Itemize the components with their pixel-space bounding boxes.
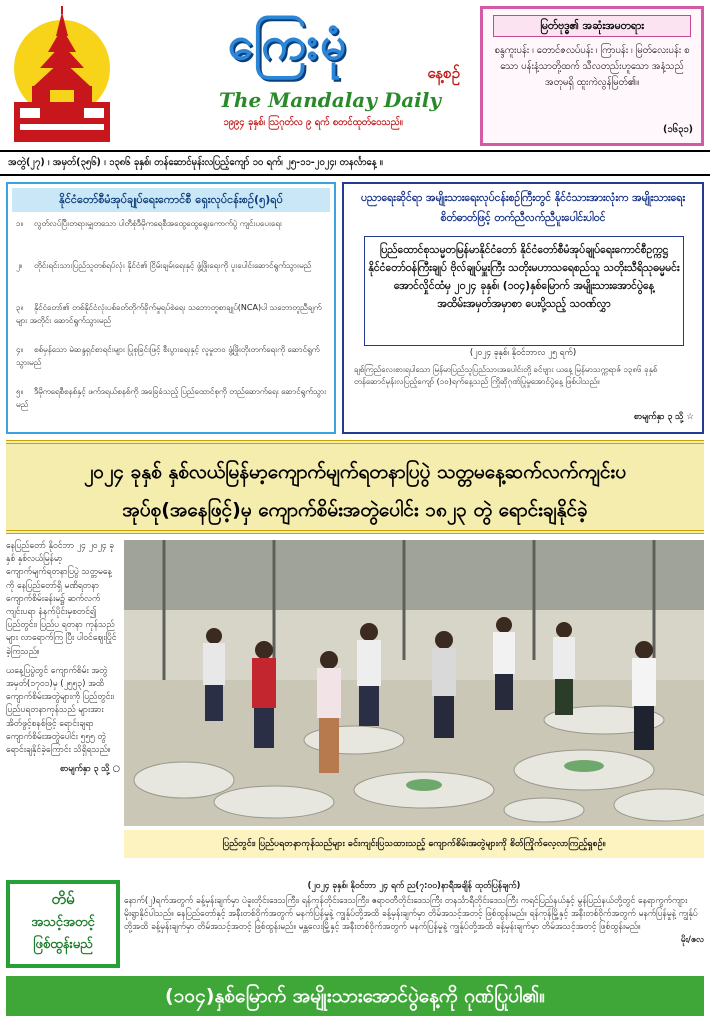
gems-article bbox=[6, 540, 120, 880]
objective-point: ၁။ လွတ်လပ်ပြီးတရားမျှတသော ပါတီစုံဒီမိုကရေစီအထွေထွေရွေးကောက်ပွဲ ကျင်းပပေးရေး bbox=[16, 219, 282, 228]
forecast-body: နောက်(၂)ရက်အတွက် ခန့်မှန်းချက်မှာ ပဲခူးတိုင်းဒေသကြီး၊ ရန်ကုန်တိုင်းဒေသကြီး၊ ဧရာဝတီတိုင်းဒေသကြီး တနင်္သာရီတိုင်းဒေသကြီး ကရင်ပြည်နယ်နှင့် မွန်ပြည်နယ်တို့တွင် နေရာကွက်ကျား မိုးရွာနိုင်ပါသည်။ နေပြည်တော်နှင့် အနီးတစ်ဝိုက်အတွက် မနက်ပြန်မှုနဲ့ ကျွန်ုပ်တို့အထိ ခန့်မှန်းချက်မှာ တိမ်အသင့်အတင့် ဖြစ်ထွန်းမည်။ ရန်ကုန်မြို့နှင့် အနီးတစ်ဝိုက်အတွက် မနက်ပြန်မှုနဲ့ ကျွန်ုပ်တို့အထိ ခန့်မှန်းချက်မှာ တိမ်အသင့်အတင့် ဖြစ်ထွန်းမည်။ မန္တလေးမြို့နှင့် အနီးတစ်ဝိုက်အတွက် မနက်ပြန်မှုနဲ့ ကျွန်ုပ်တို့အထိ ခန့်မှန်းချက်မှာ တိမ်အသင့်အတင့် ဖြစ်ထွန်းမည်။ bbox=[124, 896, 698, 932]
teaching-body: စန္ဒကူးပန်း ၊ တောင်ဇလပ်ပန်း ၊ ကြာပန်း ၊ မြတ်လေးပန်း စသော ပန်းနံ့သာတို့ထက် သီလတည်းဟူသော အနံ့သည် အတုမရှိ ထူးကဲလွန်မြတ်၏။ bbox=[494, 45, 690, 88]
masthead-motto: ၁၉၉၄ ခုနှစ်၊ ဩဂုတ်လ ၉ ရက် စတင်ထုတ်ဝေသည်။ bbox=[223, 117, 403, 128]
message-title-box: ပြည်ထောင်စုသမ္မတမြန်မာနိုင်ငံတော် နိုင်ငံတော်စီမံအုပ်ချုပ်ရေးကောင်စီဥက္ကဋ္ဌ နိုင်ငံတော်ဝန်ကြီးချုပ် ဗိုလ်ချုပ်မှူးကြီး သတိုးမဟာသရေစည်သူ သတိုးသီရိသုဓမ္မမင်းအောင်လှိုင်ထံမှ ၂၀၂၄ ခုနှစ်၊ (၁၀၄)နှစ်မြောက် အမျိုးသားအောင်ပွဲနေ့ အထိမ်းအမှတ်အမှာစာ ပေးပို့သည့် သဝဏ်လွှာ bbox=[364, 236, 684, 346]
teaching-number: (၁၆၃၁) bbox=[662, 124, 693, 135]
objective-point: ၅။ ဒီမိုကရေစီစနစ်နှင့် ဖက်ဒရယ်စနစ်ကို အခြေခံသည့် ပြည်ထောင်စုကို တည်ဆောက်ရေး ဆောင်ရွက်သွားမည် bbox=[16, 387, 327, 409]
article-continued: စာမျက်နှာ ၃ သို့ ○ bbox=[60, 764, 120, 775]
objective-point: ၄။ စစ်မှန်သော မဲဆန္ဒရှင်စာရင်းများ ပြုစုခြင်းဖြင့် စီးပွားရေးနှင့် လူမှုဘဝ ဖွံ့ဖြိုးတိုးတက်ရေးကို ဆောင်ရွက်သွားမည် bbox=[16, 345, 320, 367]
article-paragraph: နေပြည်တော် နိုဝင်ဘာ ၂၄ ၂၀၂၄ ခုနှစ် နှစ်လယ်မြန်မာ့ကျောက်မျက်ရတနာပြပွဲ သတ္တမနေ့ကို နေပြည်တော်ရှိ မဏိရတနာကျောက်စိမ်းခန်းမ၌ ဆက်လက်ကျင်းပရာ နံနက်ပိုင်းမှစတင်၍ ပြည်တွင်း၊ ပြည်ပ ရတနာ ကုန်သည်များ လာရောက်ကြ ပြီး ပါဝင်ဈေးပြိုင်ခဲ့ကြသည်။ bbox=[6, 541, 117, 657]
article-paragraph: ယနေ့ပြပွဲတွင် ကျောက်စိမ်း အတွဲအမှတ်(၁၇၀၁)မှ (၂၅၅၃) အထိ ကျောက်စိမ်းအတွဲများကို ပြည်တွင်း၊ ပြည်ပရတနာကုန်သည် များအား အိတ်ဖွင့်စနစ်ဖြင့် ရောင်းချရာ ကျောက်စိမ်းအတွဲပေါင်း ၅၅၅ တွဲ ရောင်းချနိုင်ခဲ့ကြောင်း သိရှိရသည်။ bbox=[6, 665, 114, 756]
forecast-signature: မိုး/ဇလ bbox=[680, 935, 704, 945]
message-continued: စာမျက်နှာ ၃ သို့ ☆ bbox=[633, 412, 694, 422]
weather-line-1: တိမ် bbox=[51, 890, 75, 908]
masthead bbox=[0, 0, 475, 150]
weather-forecast bbox=[124, 880, 704, 968]
buddha-teaching-box bbox=[480, 6, 704, 146]
masthead-subtitle: နေ့စဉ် bbox=[427, 64, 460, 82]
teaching-heading: မြတ်ဗုဒ္ဓ၏ အဆုံးအမတရား bbox=[493, 15, 691, 37]
gems-emporium-headline bbox=[6, 440, 704, 534]
message-heading: ပညာရေးဆိုင်ရာ အမျိုးသားရေးလုပ်ငန်းစဉ်ကြီးတွင် နိုင်ငံသားအားလုံးက အမျိုးသားရေးစိတ်ဓာတ်ဖြင့် တက်ညီလက်ညီပူးပေါင်းပါဝင် bbox=[348, 188, 698, 232]
issue-date-bar: အတွဲ(၂၇) ၊ အမှတ်(၃၅၆) ၊ ၁၃၈၆ ခုနှစ်၊ တန်ဆောင်မုန်းလပြည့်ကျော် ၁၀ ရက်၊ ၂၅-၁၁-၂၀၂၄၊ တနင်္လာနေ့ ။ bbox=[0, 150, 710, 176]
weather-summary-box bbox=[6, 880, 120, 968]
headline-line-2: အုပ်စု(အနေဖြင့်)မှ ကျောက်စိမ်းအတွဲပေါင်း ၁၈၂၃ တွဲ ရောင်းချနိုင်ခဲ့ bbox=[122, 499, 588, 521]
pagoda-logo-icon bbox=[6, 6, 118, 144]
message-text: ချစ်ကြည်လေးစားရပါသော မြန်မာပြည်သူပြည်သားအပေါင်းတို့ ခင်ဗျား ယနေ့ မြန်မာသက္ကရာဇ် ၁၃၈၆ ခုနှစ် တန်ဆောင်မုန်းလပြည့်ကျော် (၁၀)ရက်နေ့သည် ကြိုဆိုဂုဏ်ပြုမှုအောင်ပွဲနေ့ ဖြစ်ပါသည်။ bbox=[354, 365, 658, 386]
photo-caption: ပြည်တွင်း၊ ပြည်ပရတနာကုန်သည်များ ခင်းကျင်းပြသထားသည့် ကျောက်စိမ်းအတွဲများကို စိတ်ကြိုက်လေ့လာကြည့်ရှုစဉ်။ bbox=[124, 830, 704, 858]
objective-point: ၃။ နိုင်ငံတော်၏ တစ်နိုင်ငံလုံးပစ်ခတ်တိုက်ခိုက်မှုရပ်စဲရေး သဘောတူစာချုပ်(NCA)ပါ သဘောတူညီချက်များ အတိုင်း ဆောင်ရွက်သွားမည် bbox=[16, 303, 322, 325]
state-council-objectives-box bbox=[6, 182, 336, 434]
message-date: (၂၀၂၄ ခုနှစ်၊ နိုဝင်ဘာလ ၂၅ ရက်) bbox=[469, 348, 577, 358]
national-day-banner-text: (၁၀၄)နှစ်မြောက် အမျိုးသားအောင်ပွဲနေ့ကို ဂုဏ်ပြုပါ၏။ bbox=[165, 985, 545, 1007]
objective-point: ၂။ တိုင်းရင်းသားပြည်သူတစ်ရပ်လုံး နိုင်ငံ၏ ငြိမ်းချမ်းရေးနှင့် ဖွံ့ဖြိုးရေးကို ပူးပေါင်းဆောင်ရွက်သွားမည် bbox=[16, 261, 312, 270]
masthead-english-title: The Mandalay Daily bbox=[219, 88, 441, 112]
forecast-heading: (၂၀၂၄ ခုနှစ်၊ နိုဝင်ဘာ ၂၄ ရက် ည(၇:၀၀)နာရီအချိန် ထုတ်ပြန်ချက်) bbox=[307, 881, 521, 891]
weather-line-2: အသင့်အတင့် bbox=[31, 915, 95, 930]
national-day-message-box bbox=[342, 182, 704, 434]
masthead-title: ကြေးမုံ bbox=[227, 16, 349, 70]
national-day-banner bbox=[6, 976, 704, 1016]
weather-line-3: ဖြစ်ထွန်းမည် bbox=[33, 937, 93, 952]
objectives-heading: နိုင်ငံတော်စီမံအုပ်ချုပ်ရေးကောင်စီ ရှေးလုပ်ငန်းစဉ်(၅)ရပ် bbox=[12, 188, 330, 212]
gems-emporium-photo bbox=[124, 540, 704, 826]
headline-line-1: ၂၀၂၄ ခုနှစ် နှစ်လယ်မြန်မာ့ကျောက်မျက်ရတနာပြပွဲ သတ္တမနေ့ဆက်လက်ကျင်းပ bbox=[83, 461, 627, 483]
